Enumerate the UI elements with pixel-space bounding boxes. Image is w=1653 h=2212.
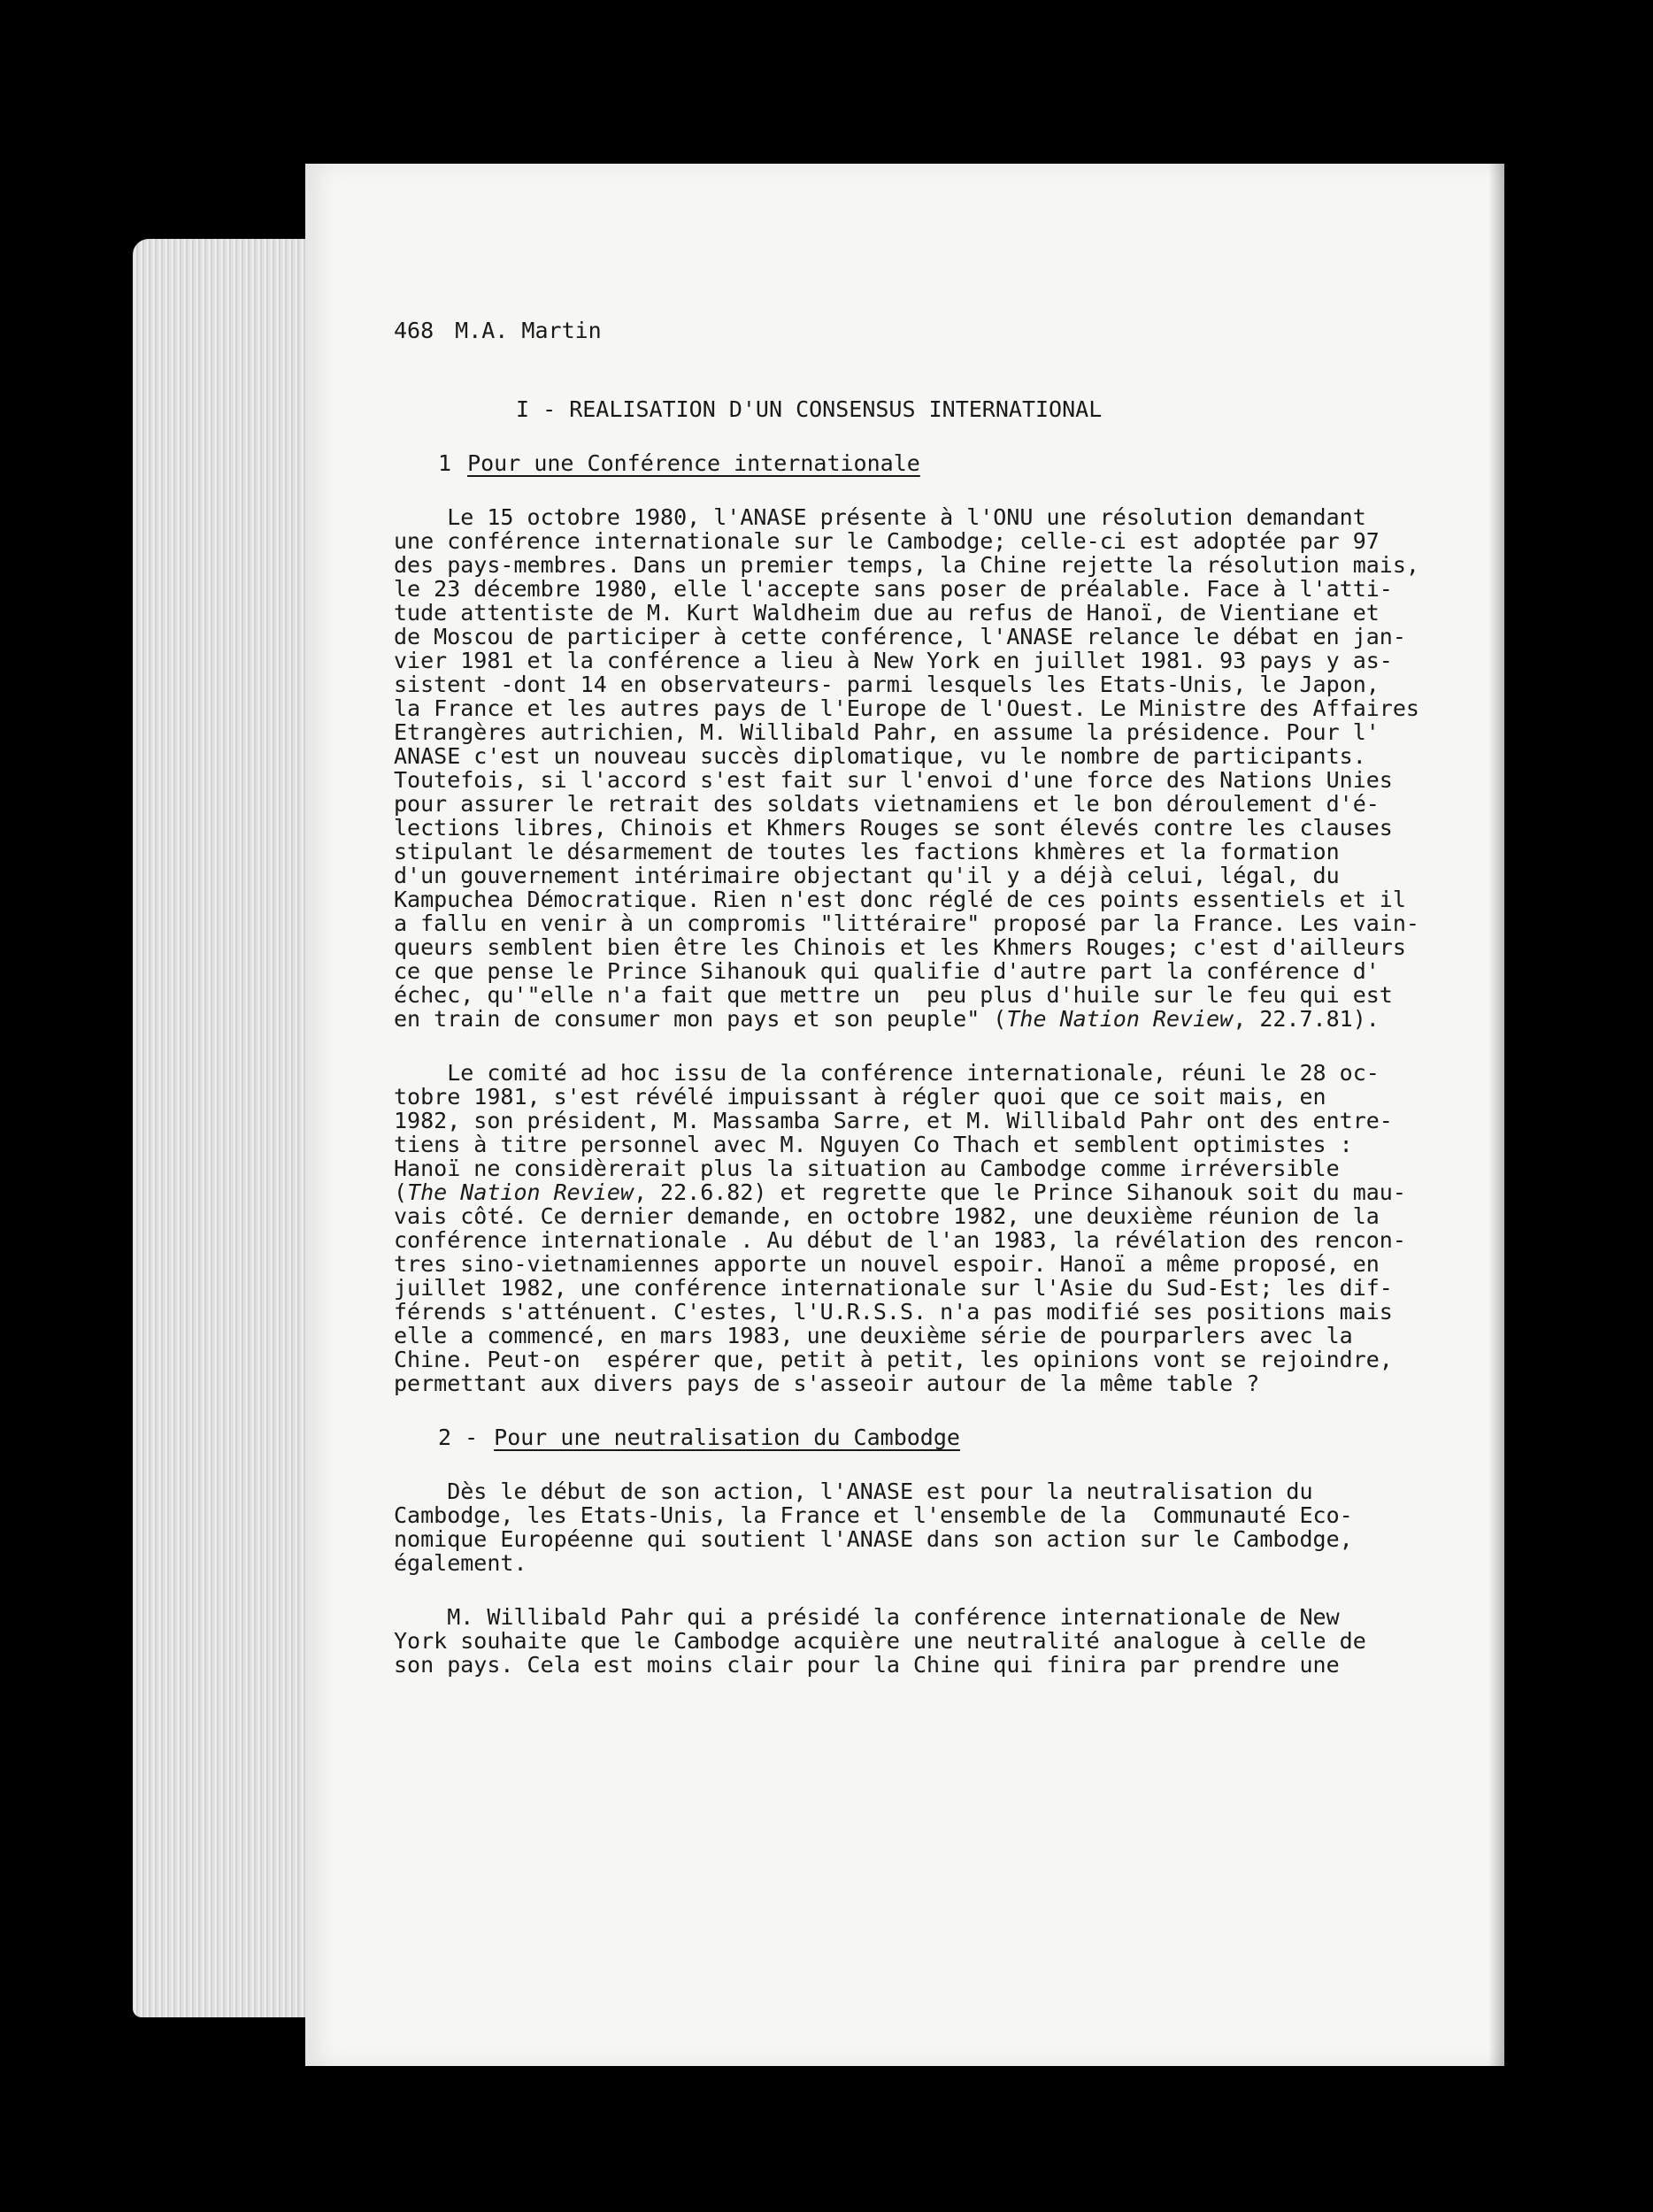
page-content <box>394 319 1442 1677</box>
subsection-heading-2 <box>438 1425 1442 1449</box>
paragraph-2 <box>394 1061 1442 1395</box>
paragraph-2-continued: , 22.6.82) et regrette que le Prince Sihanouk soit du mau- vais côté. Ce dernier demande, en octobre 1982, une deuxième réunion de la conférence internationale . Au début de l'an 1983, la révélation des rencon- tres sino-vietnamiennes apporte un nouvel espoir. Hanoï a même proposé, en juillet 1982, une conférence internationale sur l'Asie du Sud-Est; les dif- férends s'atténuent. C'estes, l'U.R.S.S. n'a pas modifié ses positions mais elle a commencé, en mars 1983, une deuxième série de pourparlers avec la Chine. Peut-on espérer que, petit à petit, les opinions vont se rejoindre, permettant aux divers pays de s'asseoir autour de la même table ? <box>394 1179 1406 1396</box>
subsection-title: Pour une Conférence internationale <box>467 450 920 476</box>
book-page-edges <box>133 239 327 2017</box>
citation-source: The Nation Review <box>407 1179 634 1205</box>
running-header <box>394 319 1442 342</box>
paragraph-1 <box>394 505 1442 1031</box>
page-number: 468 <box>394 318 434 343</box>
subsection-number: 2 - <box>438 1425 479 1450</box>
paragraph-2-text: Le comité ad hoc issu de la conférence internationale, réuni le 28 oc- tobre 1981, s'est révélé impuissant à régler quoi que ce soit mais, en 1982, son président, M. Massamba Sarre, et M. Willibald Pahr ont des entre- tiens à titre personnel avec M. Nguyen Co Thach et semblent optimistes : Hanoï ne considèrerait plus la situation au Cambodge comme irréversible ( <box>394 1060 1393 1205</box>
subsection-title: Pour une neutralisation du Cambodge <box>494 1425 960 1450</box>
section-title: I - REALISATION D'UN CONSENSUS INTERNATIONAL <box>516 396 1103 422</box>
author-name: M.A. Martin <box>455 318 602 343</box>
gutter-shadow <box>1488 164 1504 2066</box>
paragraph-4: M. Willibald Pahr qui a présidé la conférence internationale de New York souhaite que le Cambodge acquière une neutralité analogue à celle de son pays. Cela est moins clair pour la Chine qui finira par prendre une <box>394 1604 1366 1678</box>
citation-date: , 22.7.81). <box>1233 1006 1380 1032</box>
citation-source: The Nation Review <box>1006 1006 1234 1032</box>
paragraph-1-text: Le 15 octobre 1980, l'ANASE présente à l'ONU une résolution demandant une conférence internationale sur le Cambodge; celle-ci est adoptée par 97 des pays-membres. Dans un premier temps, la Chine rejette la résolution mais, le 23 décembre 1980, elle l'accepte sans poser de préalable. Face à l'atti- tude attentiste de M. Kurt Waldheim due au refus de Hanoï, de Vientiane et de Moscou de participer à cette conférence, l'ANASE relance le débat en jan- vier 1981 et la conférence a lieu à New York en juillet 1981. 93 pays y as- sistent -dont 14 en observateurs- parmi lesquels les Etats-Unis, le Japon, la France et les autres pays de l'Europe de l'Ouest. Le Ministre des Affaires Etrangères autrichien, M. Willibald Pahr, en assume la présidence. Pour l' ANASE c'est un nouveau succès diplomatique, vu le nombre de participants. Toutefois, si l'accord s'est fait sur l'envoi d'une force des Nations Unies pour assurer le retrait des soldats vietnamiens et le bon déroulement d'é- lections libres, Chinois et Khmers Rouges se sont élevés contre les clauses stipulant le désarmement de toutes les factions khmères et la formation d'un gouvernement intérimaire objectant qu'il y a déjà celui, légal, du Kampuchea Démocratique. Rien n'est donc réglé de ces points essentiels et il a fallu en venir à un compromis "littéraire" proposé par la France. Les vain- queurs semblent bien être les Chinois et les Khmers Rouges; c'est d'ailleurs ce que pense le Prince Sihanouk qui qualifie d'autre part la conférence d' échec, qu'"elle n'a fait que mettre un peu plus d'huile sur le feu qui est en train de consumer mon pays et son peuple" ( <box>394 504 1419 1032</box>
subsection-number: 1 <box>438 450 452 476</box>
subsection-heading-1 <box>438 451 1442 475</box>
paragraph-3: Dès le début de son action, l'ANASE est pour la neutralisation du Cambodge, les Etats-Unis, la France et l'ensemble de la Communauté Eco- nomique Européenne qui soutient l'ANASE dans son action sur le Cambodge, également. <box>394 1479 1353 1576</box>
book-page <box>305 164 1504 2066</box>
